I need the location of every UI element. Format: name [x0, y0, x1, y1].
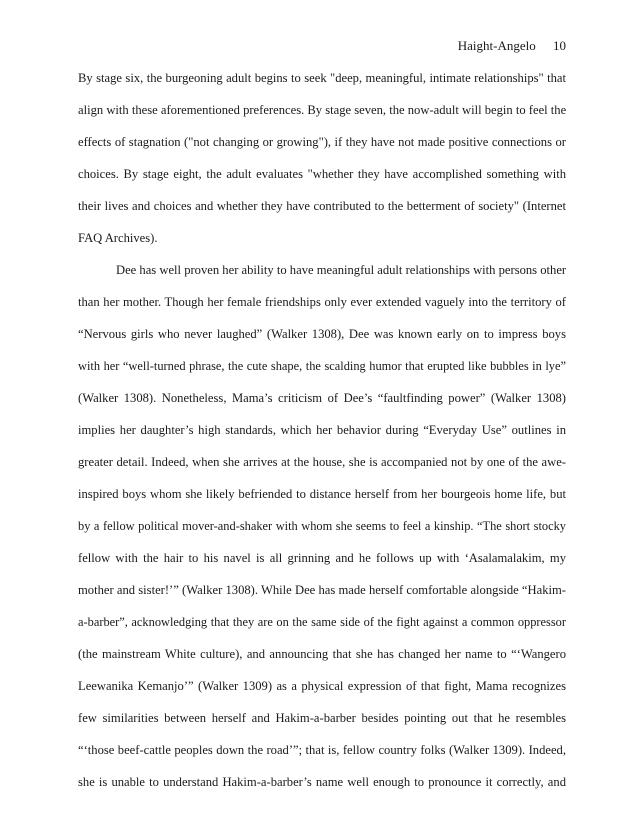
- paragraph-line: greater detail. Indeed, when she arrives at the house, she is accompanied not by one of the awe-: [78, 455, 566, 469]
- paragraph-line: few similarities between herself and Hakim-a-barber besides pointing out that he resembles: [78, 711, 566, 725]
- paragraph-line: align with these aforementioned preferences. By stage seven, the now-adult will begin to feel the: [78, 103, 567, 117]
- paragraph-line: mother and sister!’” (Walker 1308). While Dee has made herself comfortable alongside “Hakim-: [78, 583, 566, 597]
- paragraph-line: “Nervous girls who never laughed” (Walker 1308), Dee was known early on to impress boys: [78, 327, 566, 341]
- paragraph-line: fellow with the hair to his navel is all grinning and he follows up with ‘Asalamalakim, my: [78, 551, 566, 565]
- header-author: Haight-Angelo: [457, 38, 536, 53]
- paragraph-line: “‘those beef-cattle peoples down the road’”; that is, fellow country folks (Walker 1309). Indeed,: [78, 743, 566, 757]
- paragraph-line: implies her daughter’s high standards, which her behavior during “Everyday Use” outlines in: [78, 423, 566, 437]
- paragraph-2: [78, 254, 566, 798]
- paragraph-line: inspired boys whom she likely befriended to distance herself from her bourgeois home life, but: [78, 487, 566, 501]
- paragraph-line: with her “well-turned phrase, the cute shape, the scalding humor that erupted like bubbles in lye”: [78, 359, 566, 373]
- running-header: [458, 38, 566, 54]
- paragraph-line: (Walker 1308). Nonetheless, Mama’s criticism of Dee’s “faultfinding power” (Walker 1308): [78, 391, 566, 405]
- paragraph-line: than her mother. Though her female friendships only ever extended vaguely into the territory of: [78, 295, 566, 309]
- paragraph-line: (the mainstream White culture), and announcing that she has changed her name to “‘Wangero: [78, 647, 566, 661]
- paragraph-line: she is unable to understand Hakim-a-barber’s name well enough to pronounce it correctly, and: [78, 775, 566, 789]
- paragraph-line: by a fellow political mover-and-shaker with whom she seems to feel a kinship. “The short stocky: [78, 519, 566, 533]
- body-text: [78, 62, 566, 798]
- paragraph-line: FAQ Archives).: [78, 231, 158, 245]
- paragraph-line: Dee has well proven her ability to have meaningful adult relationships with persons other: [116, 263, 567, 277]
- paragraph-line: effects of stagnation ("not changing or growing"), if they have not made positive connections or: [78, 135, 566, 149]
- paragraph-1: [78, 62, 566, 254]
- paragraph-line: By stage six, the burgeoning adult begins to seek "deep, meaningful, intimate relationships" that: [78, 71, 566, 85]
- page-number: 10: [553, 38, 566, 53]
- paragraph-line: Leewanika Kemanjo’” (Walker 1309) as a physical expression of that fight, Mama recognizes: [78, 679, 566, 693]
- paragraph-line: choices. By stage eight, the adult evaluates "whether they have accomplished something with: [78, 167, 566, 181]
- paragraph-line: their lives and choices and whether they have contributed to the betterment of society" (Internet: [78, 199, 566, 213]
- paragraph-line: a-barber”, acknowledging that they are on the same side of the fight against a common oppressor: [78, 615, 566, 629]
